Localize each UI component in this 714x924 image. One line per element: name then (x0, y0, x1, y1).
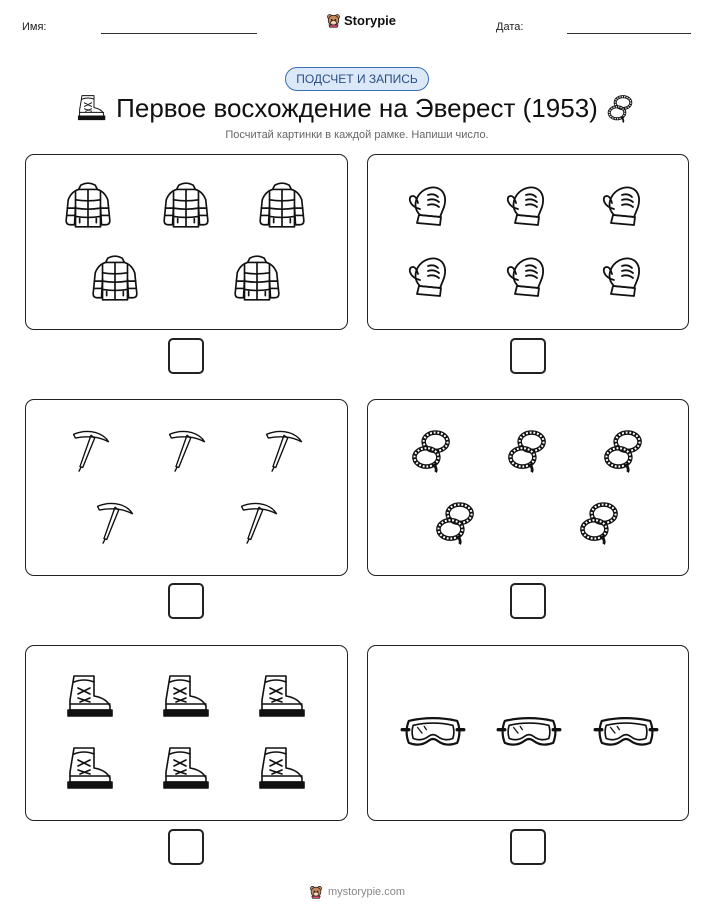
ice-axe-icon (164, 426, 210, 474)
boot-icon (64, 670, 114, 720)
goggles-icon (496, 714, 562, 752)
footer-url[interactable]: mystorypie.com (327, 886, 406, 898)
name-label: Имя: (22, 21, 47, 33)
jacket-icon (160, 179, 212, 231)
answer-box-jackets[interactable] (168, 338, 204, 374)
jacket-icon (89, 252, 141, 304)
mitten-icon (598, 179, 648, 229)
name-line[interactable] (101, 33, 257, 34)
answer-box-boots[interactable] (168, 829, 204, 865)
count-panel-mittens (367, 154, 689, 330)
instructions: Посчитай картинки в каждой рамке. Напиши число. (225, 129, 489, 141)
ice-axe-icon (92, 498, 138, 546)
rope-icon (600, 426, 646, 474)
mitten-icon (404, 250, 454, 300)
boot-icon (256, 742, 306, 792)
answer-box-goggles[interactable] (510, 829, 546, 865)
rope-icon (605, 93, 635, 123)
goggles-icon (593, 714, 659, 752)
boot-icon (64, 742, 114, 792)
rope-icon (432, 498, 478, 546)
jacket-icon (62, 179, 114, 231)
jacket-icon (231, 252, 283, 304)
jacket-icon (256, 179, 308, 231)
ice-axe-icon (236, 498, 282, 546)
answer-box-ice-axes[interactable] (168, 583, 204, 619)
mitten-icon (598, 250, 648, 300)
rope-icon (576, 498, 622, 546)
brand-name: Storypie (344, 13, 397, 28)
boot-icon (256, 670, 306, 720)
count-panel-goggles (367, 645, 689, 821)
rope-icon (504, 426, 550, 474)
storypie-logo (326, 13, 396, 28)
mitten-icon (502, 250, 552, 300)
rope-icon (408, 426, 454, 474)
boot-icon (160, 670, 210, 720)
goggles-icon (400, 714, 466, 752)
count-panel-jackets (25, 154, 348, 330)
boot-icon (160, 742, 210, 792)
ice-axe-icon (68, 426, 114, 474)
bear-logo-icon (309, 885, 323, 899)
bear-logo-icon (326, 13, 341, 28)
count-panel-ropes (367, 399, 689, 576)
ice-axe-icon (261, 426, 307, 474)
answer-box-mittens[interactable] (510, 338, 546, 374)
footer (0, 885, 714, 899)
date-label: Дата: (496, 21, 524, 33)
count-panel-ice-axes (25, 399, 348, 576)
answer-box-ropes[interactable] (510, 583, 546, 619)
date-line[interactable] (567, 33, 691, 34)
activity-badge: ПОДСЧЕТ И ЗАПИСЬ (285, 67, 429, 91)
mitten-icon (502, 179, 552, 229)
page-title: Первое восхождение на Эверест (1953) (116, 93, 598, 123)
mitten-icon (404, 179, 454, 229)
count-panel-boots (25, 645, 348, 821)
